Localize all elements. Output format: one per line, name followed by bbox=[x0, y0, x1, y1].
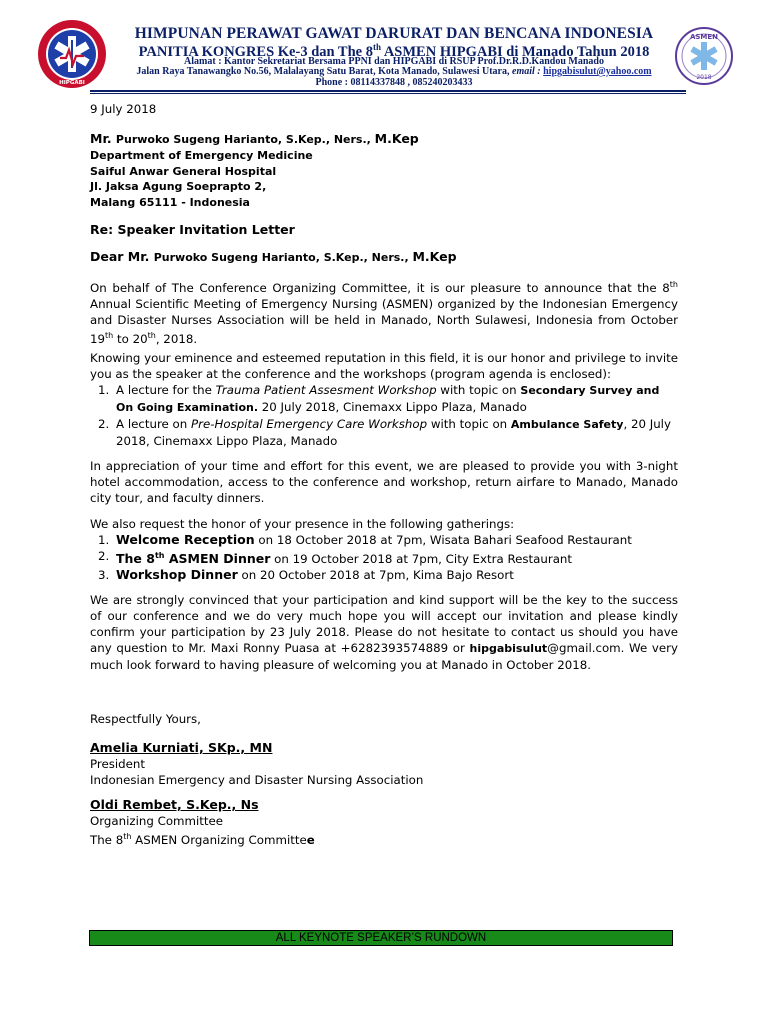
hipgabi-logo bbox=[36, 18, 106, 88]
signatory-1 bbox=[90, 740, 423, 788]
signatory-name: Oldi Rembet, S.Kep., Ns bbox=[90, 797, 259, 812]
subject-line: Re: Speaker Invitation Letter bbox=[90, 222, 295, 237]
gathering-item: 1. Welcome Reception on 18 October 2018 at 7pm, Wisata Bahari Seafood Restaurant bbox=[98, 532, 632, 547]
salutation: Dear Mr. Purwoko Sugeng Harianto, S.Kep., Ners., M.Kep bbox=[90, 249, 457, 264]
right-logo-year: 2018 bbox=[696, 74, 712, 81]
header-divider bbox=[90, 90, 686, 92]
signatory-2 bbox=[90, 797, 315, 848]
intro-paragraph: On behalf of The Conference Organizing Committee, it is our pleasure to announce that the 8th Annual Scientific Meeting of Emergency Nursing (ASMEN) organized by the Indonesian Emergency and Disaster Nurses Association will be held in Manado, North Sulawesi, Indonesia from October 19th to 20th, 2018. bbox=[90, 280, 678, 346]
address-line: Malang 65111 - Indonesia bbox=[90, 195, 250, 209]
contact-email: hipgabisulut bbox=[469, 642, 548, 655]
address-line-1: Alamat : Kantor Sekretariat Bersama PPNI dan HIPGABI di RSUP Prof.Dr.R.D.Kandou Manado bbox=[184, 56, 604, 67]
org-name: HIMPUNAN PERAWAT GAWAT DARURAT DAN BENCANA INDONESIA bbox=[134, 25, 654, 42]
workshop-item: 1. A lecture for the Trauma Patient Assesment Workshop with topic on Secondary Survey and On Going Examination. 20 July 2018, Cinemaxx Lippo Plaza, Manado bbox=[98, 383, 660, 414]
signatory-org: Indonesian Emergency and Disaster Nursing Association bbox=[90, 773, 424, 787]
address-line: Jl. Jaksa Agung Soeprapto 2, bbox=[90, 180, 267, 193]
phone-line: Phone : 08114337848 , 085240203433 bbox=[315, 77, 473, 88]
gathering-item: 3. Workshop Dinner on 20 October 2018 at 7pm, Kima Bajo Resort bbox=[98, 567, 514, 583]
committee-title: PANITIA KONGRES Ke-3 dan The 8th ASMEN HIPGABI di Manado Tahun 2018 bbox=[138, 42, 650, 60]
gathering-item: 2. The 8th ASMEN Dinner on 19 October 2018 at 7pm, City Extra Restaurant bbox=[98, 549, 573, 567]
right-logo-text: ASMEN bbox=[689, 33, 719, 41]
signatory-org: The 8th ASMEN Organizing Committee bbox=[90, 832, 315, 847]
closing: Respectfully Yours, bbox=[90, 712, 201, 726]
header-email-link[interactable]: hipgabisulut@yahoo.com bbox=[543, 66, 652, 77]
workshop-item: 2. A lecture on Pre-Hospital Emergency Care Workshop with topic on Ambulance Safety, 20 July 2018, Cinemaxx Lippo Plaza, Manado bbox=[98, 417, 671, 448]
left-logo-text: HIPGABI bbox=[59, 80, 85, 86]
signatory-title: President bbox=[90, 757, 146, 771]
letter-date: 9 July 2018 bbox=[90, 102, 157, 116]
address-line: Department of Emergency Medicine bbox=[90, 149, 313, 162]
closing-paragraph: We are strongly convinced that your participation and kind support will be the key to the success of our conference and we do very much hope you will accept our invitation and please kindly confirm your participation by 23 July 2018. Please do not hesitate to contact us should you have any question to Mr. Maxi Ronny Puasa at +6282393574889 or hipgabisulut@gmail.com. We very much look forward to having pleasure of welcoming you at Manado in October 2018. bbox=[90, 593, 679, 672]
invitation-paragraph: Knowing your eminence and esteemed reputation in this field, it is our honor and privilege to invite you as the speaker at the conference and the workshops (program agenda is enclosed): 1. A lecture for the Trauma Patient Assesment Workshop with topic on Secondary Survey and On Going Examination. 20 July 2018, Cinemaxx Lippo Plaza, Manado 2. A lecture on Pre-Hospital Emergency Care Workshop with topic on Ambulance Safety, 20 July 2018, Cinemaxx Lippo Plaza, Manado bbox=[90, 351, 678, 448]
header-divider-thin bbox=[90, 93, 686, 94]
recipient-address bbox=[90, 148, 313, 210]
address-line-2: Jalan Raya Tanawangko No.56, Malalayang Satu Barat, Kota Manado, Sulawesi Utara, email : hipgabisulut@yahoo.com bbox=[136, 66, 652, 77]
appreciation-paragraph: In appreciation of your time and effort for this event, we are pleased to provide you with 3-night hotel accommodation, access to the conference and workshop, return airfare to Manado, Manado city tour, and faculty dinners. bbox=[90, 459, 678, 505]
signatory-name: Amelia Kurniati, SKp., MN bbox=[90, 740, 273, 755]
address-line: Saiful Anwar General Hospital bbox=[90, 164, 277, 178]
recipient-name: Mr. Purwoko Sugeng Harianto, S.Kep., Ners., M.Kep bbox=[90, 131, 419, 146]
signatory-title: Organizing Committee bbox=[90, 814, 224, 828]
gatherings-section: We also request the honor of your presence in the following gatherings: 1. Welcome Reception on 18 October 2018 at 7pm, Wisata Bahari Seafood Restaurant 2. The 8th ASMEN Dinner on 19 October 2018 at 7pm, City Extra Restaurant 3. Workshop Dinner on 20 October 2018 at 7pm, Kima Bajo Resort bbox=[90, 516, 678, 583]
keynote-rundown-banner: ALL KEYNOTE SPEAKER’S RUNDOWN bbox=[89, 930, 673, 946]
asmen-logo bbox=[674, 26, 744, 96]
